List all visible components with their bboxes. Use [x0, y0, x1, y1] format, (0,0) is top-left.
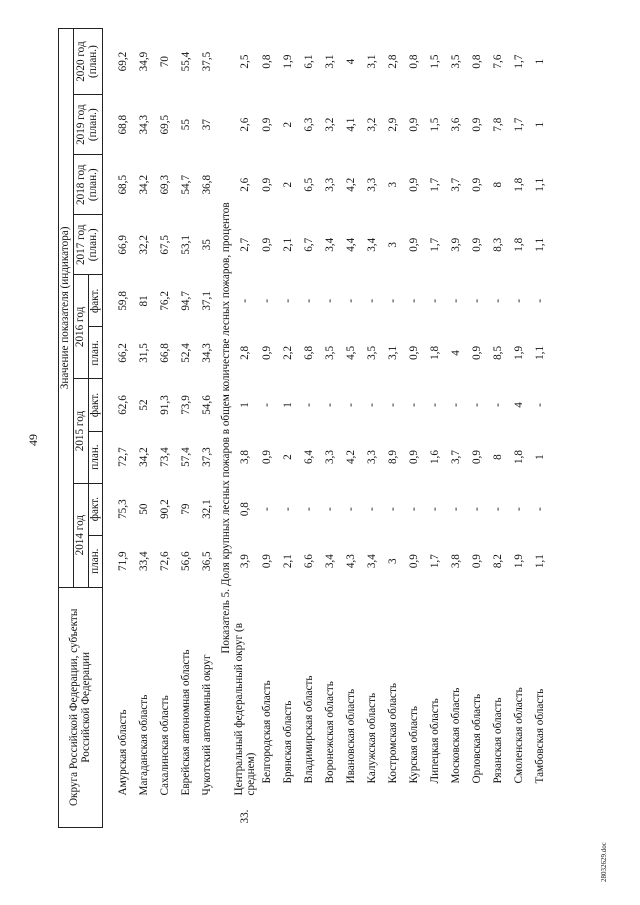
value-cell: - [345, 507, 358, 511]
value-cell: 50 [137, 503, 150, 515]
table-row [258, 29, 279, 828]
value-cell: 8 [492, 454, 505, 460]
region-name: Сахалинская область [158, 695, 171, 796]
value-cell: - [303, 299, 316, 303]
row-number [176, 797, 197, 827]
plan-subheader: план. [88, 327, 103, 379]
value-cell: 1,6 [429, 450, 442, 465]
region-name: Белгородская область [261, 680, 274, 784]
value-cell: 2 [282, 181, 295, 188]
value-cell: 1,7 [429, 554, 442, 569]
value-cell: 2,1 [282, 554, 295, 569]
value-cell: 54,7 [179, 174, 192, 195]
value-cell: 1,8 [429, 345, 442, 360]
value-cell: 0,8 [471, 54, 484, 69]
year-2020-header: 2020 год (план.) [73, 29, 103, 95]
value-cell: 6,3 [303, 117, 316, 132]
region-column-header: Округа Российской Федерации, субъекты Российской Федерации [59, 587, 103, 827]
value-cell: 54,6 [200, 395, 213, 415]
row-number [363, 797, 384, 827]
value-cell: 69,2 [116, 51, 129, 72]
table-header [59, 29, 103, 828]
value-cell: 0,9 [261, 345, 274, 360]
value-cell: 37,3 [200, 447, 213, 467]
row-number [342, 797, 363, 827]
value-cell: 71,9 [116, 551, 129, 571]
value-cell: 3,2 [366, 117, 379, 132]
value-cell: 1,1 [534, 345, 547, 360]
value-cell: - [471, 299, 484, 303]
row-number [321, 797, 342, 827]
region-name: Рязанская область [492, 697, 505, 784]
value-cell: - [408, 299, 421, 303]
value-cell: - [408, 403, 421, 407]
value-cell: 3 [387, 242, 400, 248]
value-cell: 0,9 [471, 345, 484, 360]
value-cell: 4,1 [345, 117, 358, 132]
value-cell: 2,1 [282, 237, 295, 252]
value-cell: 1 [239, 402, 252, 408]
value-cell: 52 [137, 399, 150, 411]
table-row [468, 29, 489, 828]
value-cell: 0,9 [408, 237, 421, 252]
table-row [155, 29, 176, 828]
page-number: 49 [26, 434, 40, 446]
value-cell: - [429, 507, 442, 511]
region-name: Еврейская автономная область [179, 649, 192, 796]
section-title: Показатель 5. Доля крупных лесных пожаров в общем количестве лесных пожаров, процентов [220, 202, 233, 654]
value-cell: 34,3 [137, 114, 150, 135]
row-number [134, 797, 155, 827]
value-cell: - [492, 299, 505, 303]
value-cell: 3,7 [450, 450, 463, 465]
year-2014-header: 2014 год [73, 483, 88, 587]
row-number [468, 797, 489, 827]
region-name: Орловская область [471, 693, 484, 784]
year-2015-header: 2015 год [73, 379, 88, 483]
value-cell: - [261, 299, 274, 303]
value-cell: 1,1 [534, 177, 547, 192]
value-cell: - [324, 507, 337, 511]
value-cell: - [534, 403, 547, 407]
value-cell: 56,6 [179, 551, 192, 571]
value-cell: 34,3 [200, 343, 213, 363]
table-row [363, 29, 384, 828]
value-cell: 32,2 [137, 235, 150, 255]
table-row [510, 29, 531, 828]
value-cell: 1,9 [513, 554, 526, 569]
value-cell: 33,4 [137, 551, 150, 571]
row-number: 33. [239, 809, 252, 824]
value-cell: 34,2 [137, 447, 150, 467]
value-cell: 2,5 [239, 54, 252, 69]
value-cell: - [513, 507, 526, 511]
value-cell: 0,9 [471, 237, 484, 252]
table-row [279, 29, 300, 828]
value-cell: 3,1 [324, 54, 337, 69]
value-cell: - [492, 403, 505, 407]
table-row [489, 29, 510, 828]
value-cell: 31,5 [137, 343, 150, 363]
value-cell: 90,2 [158, 499, 171, 519]
value-cell: 3,4 [324, 554, 337, 569]
value-cell: 2,6 [239, 117, 252, 132]
value-cell: 0,9 [471, 177, 484, 192]
value-cell: 68,5 [116, 174, 129, 195]
value-cell: 0,9 [408, 345, 421, 360]
region-name: Центральный федеральный округ (в среднем) [233, 622, 257, 796]
fact-subheader: факт. [88, 379, 103, 431]
table-row [176, 29, 197, 828]
table-row [426, 29, 447, 828]
value-cell: - [366, 403, 379, 407]
table-row [447, 29, 468, 828]
value-cell: 3,1 [366, 54, 379, 69]
value-cell: 37,5 [200, 51, 213, 72]
value-cell: - [450, 507, 463, 511]
value-cell: 70 [158, 55, 171, 68]
value-cell: 37,1 [200, 291, 213, 311]
value-cell: 1,5 [429, 54, 442, 69]
value-cell: 57,4 [179, 447, 192, 467]
value-cell: - [450, 299, 463, 303]
value-cell: - [471, 403, 484, 407]
value-cell: - [492, 507, 505, 511]
row-number [155, 797, 176, 827]
indicator-table [58, 28, 552, 828]
value-cell: - [534, 507, 547, 511]
value-cell: 1,9 [282, 54, 295, 69]
value-cell: 4 [345, 58, 358, 65]
row-number [300, 797, 321, 827]
table-row [197, 29, 218, 828]
value-cell: 75,3 [116, 499, 129, 519]
table-row [342, 29, 363, 828]
value-cell: 94,7 [179, 291, 192, 311]
value-cell: 0,9 [261, 117, 274, 132]
row-number [531, 797, 552, 827]
value-cell: 73,4 [158, 447, 171, 467]
row-number [113, 797, 134, 827]
value-cell: 67,5 [158, 235, 171, 255]
section-title-row [218, 29, 234, 828]
value-cell: 66,8 [158, 343, 171, 363]
table-body [103, 29, 552, 828]
region-name: Брянская область [282, 700, 295, 784]
rotated-table-container [58, 28, 598, 828]
value-cell: 73,9 [179, 395, 192, 415]
region-name: Владимирская область [303, 675, 316, 784]
value-cell: 0,9 [408, 554, 421, 569]
value-cell: 3,6 [450, 117, 463, 132]
value-cell: - [324, 299, 337, 303]
spacer-row [103, 29, 114, 828]
value-cell: - [282, 299, 295, 303]
row-number [384, 797, 405, 827]
region-name: Курская область [408, 706, 421, 784]
value-cell: 69,3 [158, 174, 171, 195]
value-cell: 1,1 [534, 554, 547, 569]
value-cell: 6,6 [303, 554, 316, 569]
table-row [384, 29, 405, 828]
value-cell: 1,7 [513, 117, 526, 132]
value-cell: 3,5 [324, 345, 337, 360]
region-name: Воронежская область [324, 681, 337, 784]
value-cell: - [513, 299, 526, 303]
value-cell: 0,9 [261, 177, 274, 192]
year-2017-header: 2017 год (план.) [73, 215, 103, 275]
value-cell: - [345, 299, 358, 303]
region-name: Костромская область [387, 682, 400, 784]
value-cell: 3,3 [366, 450, 379, 465]
value-cell: - [429, 299, 442, 303]
value-cell: 6,4 [303, 450, 316, 465]
value-cell: 0,9 [471, 117, 484, 132]
table-row [234, 29, 258, 828]
region-name: Ивановская область [345, 688, 358, 784]
value-cell: 0,8 [239, 502, 252, 517]
year-2016-header: 2016 год [73, 275, 88, 379]
value-cell: 3,9 [450, 237, 463, 252]
value-cell: 3,8 [450, 554, 463, 569]
value-cell: - [239, 299, 252, 303]
row-number [489, 797, 510, 827]
value-cell: - [387, 403, 400, 407]
value-cell: 3,9 [239, 554, 252, 569]
value-cell: 0,9 [471, 450, 484, 465]
value-cell: 68,8 [116, 114, 129, 135]
value-cell: 3,4 [324, 237, 337, 252]
document-id: 28032629.doc [600, 842, 608, 882]
value-cell: 91,3 [158, 395, 171, 415]
region-name: Тамбовская область [534, 688, 547, 784]
value-cell: 36,8 [200, 174, 213, 195]
value-cell: - [324, 403, 337, 407]
value-cell: 0,9 [408, 177, 421, 192]
value-cell: 1,7 [513, 54, 526, 69]
value-cell: - [534, 299, 547, 303]
value-cell: - [303, 403, 316, 407]
value-cell: 2,9 [387, 117, 400, 132]
value-cell: 66,9 [116, 235, 129, 255]
row-number [405, 797, 426, 827]
value-cell: 3,5 [450, 54, 463, 69]
value-cell: 3,4 [366, 237, 379, 252]
row-number [426, 797, 447, 827]
row-number [279, 797, 300, 827]
value-cell: 3,8 [239, 450, 252, 465]
value-cell: 32,1 [200, 499, 213, 519]
value-cell: 0,9 [261, 554, 274, 569]
value-cell: 0,8 [261, 54, 274, 69]
value-cell: 0,9 [408, 117, 421, 132]
region-name: Чукотский автономный округ [200, 654, 213, 796]
value-cell: 8,2 [492, 554, 505, 569]
value-cell: 55 [179, 119, 192, 131]
value-cell: 1,7 [429, 237, 442, 252]
value-cell: 37 [200, 119, 213, 131]
value-cell: 3,5 [366, 345, 379, 360]
value-cell: 8 [492, 181, 505, 188]
value-cell: 2,8 [387, 54, 400, 69]
value-cell: 4,2 [345, 177, 358, 192]
value-cell: 1 [282, 402, 295, 408]
value-cell: 3,2 [324, 117, 337, 132]
value-cell: 3,1 [387, 345, 400, 360]
value-cell: 36,5 [200, 551, 213, 571]
value-cell: 4,5 [345, 345, 358, 360]
table-row [321, 29, 342, 828]
plan-subheader: план. [88, 535, 103, 587]
value-cell: 53,1 [179, 235, 192, 255]
value-cell: 3,4 [366, 554, 379, 569]
value-cell: - [450, 403, 463, 407]
value-cell: 81 [137, 295, 150, 307]
value-cell: 59,8 [116, 291, 129, 311]
value-cell: 72,6 [158, 551, 171, 571]
value-cell: 76,2 [158, 291, 171, 311]
indicator-group-header: Значение показателя (индикатора) [59, 29, 74, 588]
value-cell: - [429, 403, 442, 407]
value-cell: 2,2 [282, 345, 295, 360]
value-cell: - [303, 507, 316, 511]
value-cell: 2 [282, 121, 295, 128]
value-cell: - [408, 507, 421, 511]
value-cell: 7,6 [492, 54, 505, 69]
value-cell: 2,7 [239, 237, 252, 252]
value-cell: 3,7 [450, 177, 463, 192]
value-cell: 8,5 [492, 345, 505, 360]
value-cell: - [366, 507, 379, 511]
value-cell: 0,9 [408, 450, 421, 465]
fact-subheader: факт. [88, 275, 103, 327]
value-cell: 1 [534, 454, 547, 460]
table-row [113, 29, 134, 828]
value-cell: 7,8 [492, 117, 505, 132]
value-cell: 62,6 [116, 395, 129, 415]
fact-subheader: факт. [88, 483, 103, 535]
value-cell: 6,1 [303, 54, 316, 69]
value-cell: 66,2 [116, 343, 129, 363]
row-number [447, 797, 468, 827]
spacer-cell [103, 29, 114, 828]
value-cell: 1 [534, 58, 547, 65]
value-cell: 4,2 [345, 450, 358, 465]
value-cell: 1,8 [513, 450, 526, 465]
value-cell: 72,7 [116, 447, 129, 467]
plan-subheader: план. [88, 431, 103, 483]
value-cell: 79 [179, 503, 192, 515]
table-row [531, 29, 552, 828]
value-cell: 55,4 [179, 51, 192, 72]
value-cell: 35 [200, 239, 213, 251]
region-name: Смоленская область [513, 687, 526, 784]
value-cell: 1,7 [429, 177, 442, 192]
value-cell: 4,3 [345, 554, 358, 569]
year-2018-header: 2018 год (план.) [73, 155, 103, 215]
value-cell: - [261, 403, 274, 407]
value-cell: - [387, 507, 400, 511]
value-cell: 3,3 [366, 177, 379, 192]
value-cell: - [345, 403, 358, 407]
value-cell: 8,9 [387, 450, 400, 465]
year-2019-header: 2019 год (план.) [73, 95, 103, 155]
region-name: Амурская область [116, 709, 129, 796]
row-number [197, 797, 218, 827]
value-cell: 4,4 [345, 237, 358, 252]
table-row [300, 29, 321, 828]
table-row [134, 29, 155, 828]
value-cell: 2,8 [239, 345, 252, 360]
value-cell: 4 [513, 402, 526, 408]
value-cell: 3 [387, 181, 400, 188]
value-cell: 0,8 [408, 54, 421, 69]
value-cell: 0,9 [261, 450, 274, 465]
value-cell: 6,7 [303, 237, 316, 252]
value-cell: - [282, 507, 295, 511]
value-cell: - [387, 299, 400, 303]
value-cell: 69,5 [158, 114, 171, 135]
row-number [510, 797, 531, 827]
table-row [405, 29, 426, 828]
value-cell: 6,5 [303, 177, 316, 192]
value-cell: 3,3 [324, 177, 337, 192]
value-cell: 1,8 [513, 177, 526, 192]
value-cell: - [261, 507, 274, 511]
value-cell: 34,2 [137, 174, 150, 195]
value-cell: 2 [282, 454, 295, 460]
value-cell: 1,5 [429, 117, 442, 132]
value-cell: 3 [387, 558, 400, 564]
value-cell: 6,8 [303, 345, 316, 360]
value-cell: 2,6 [239, 177, 252, 192]
value-cell: 1,1 [534, 237, 547, 252]
region-name: Магаданская область [137, 694, 150, 796]
region-name: Калужская область [366, 692, 379, 784]
value-cell: 1,8 [513, 237, 526, 252]
region-name: Московская область [450, 687, 463, 784]
value-cell: 52,4 [179, 343, 192, 363]
value-cell: - [471, 507, 484, 511]
region-name: Липецкая область [429, 698, 442, 784]
value-cell: 34,9 [137, 51, 150, 72]
value-cell: 1 [534, 121, 547, 128]
value-cell: 1,9 [513, 345, 526, 360]
value-cell: - [366, 299, 379, 303]
value-cell: 8,3 [492, 237, 505, 252]
value-cell: 4 [450, 350, 463, 356]
value-cell: 0,9 [261, 237, 274, 252]
value-cell: 3,3 [324, 450, 337, 465]
value-cell: 0,9 [471, 554, 484, 569]
row-number [258, 797, 279, 827]
